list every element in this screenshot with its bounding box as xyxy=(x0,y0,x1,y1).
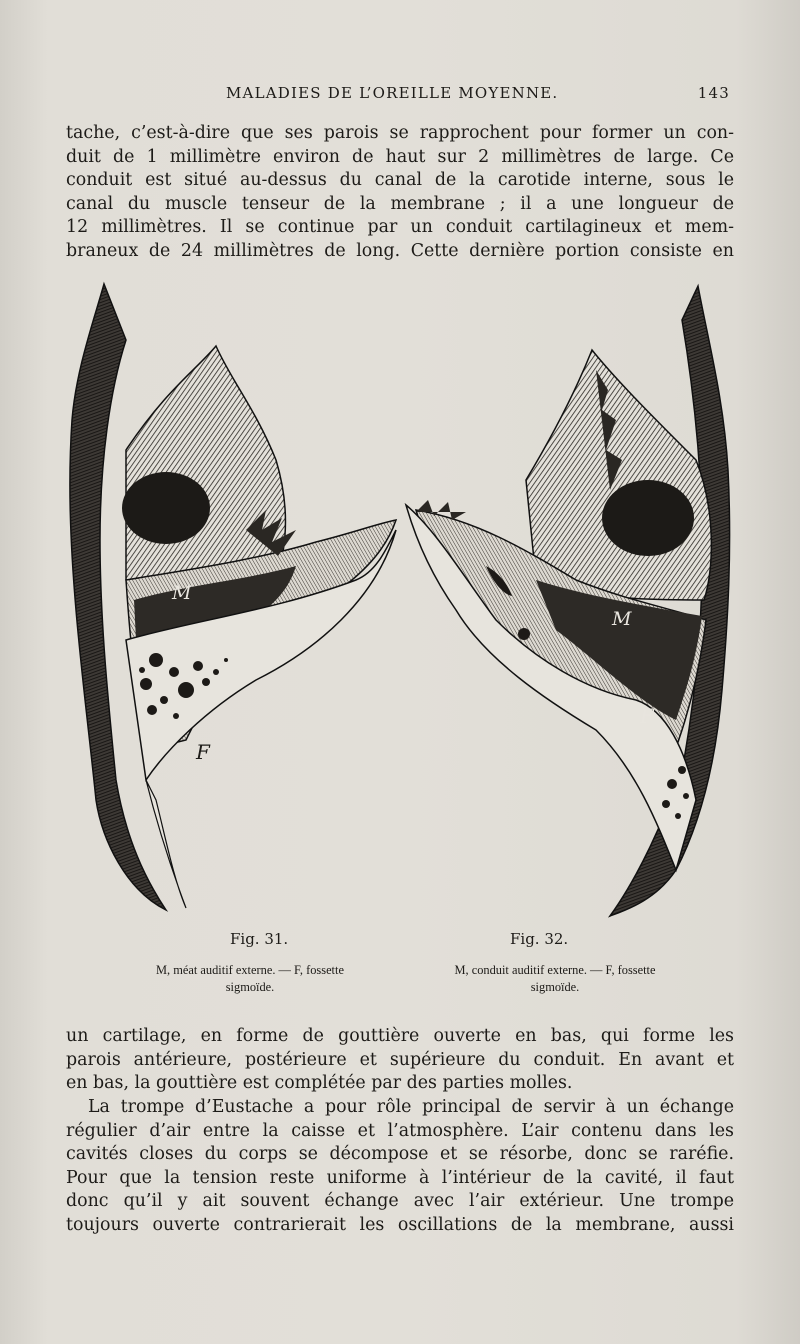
fig-31-drawing xyxy=(70,284,396,910)
fig-32-caption: Fig. 32. xyxy=(510,930,569,948)
fig-31-label-f: F xyxy=(196,740,210,764)
running-title: MALADIES DE L’OREILLE MOYENNE. xyxy=(226,84,559,102)
fig-32-legend-line: M, conduit auditif externe. — F, fossette xyxy=(454,963,656,977)
text-line: régulier d’air entre la caisse et l’atmosphère. L’air contenu dans les xyxy=(66,1120,734,1141)
fig-32-legend xyxy=(400,962,710,996)
text-line: Pour que la tension reste uniforme à l’intérieur de la cavité, il faut xyxy=(66,1167,734,1188)
fig-32-label-m: M xyxy=(612,608,632,630)
fig-32-legend-line: sigmoïde. xyxy=(530,980,580,994)
fig-31-legend xyxy=(100,962,400,996)
text-line: tache, c’est-à-dire que ses parois se rapprochent pour former un con- xyxy=(66,123,734,143)
fig-31-caption: Fig. 31. xyxy=(230,930,289,948)
fig-31-legend-line: M, méat auditif externe. — F, fossette xyxy=(156,963,344,977)
text-line: donc qu’il y ait souvent échange avec l’air extérieur. Une trompe xyxy=(66,1191,734,1212)
text-line: braneux de 24 millimètres de long. Cette dernière portion consiste en xyxy=(66,240,734,261)
running-header xyxy=(66,84,730,108)
text-line: La trompe d’Eustache a pour rôle principal de servir à un échange xyxy=(88,1097,734,1117)
text-line: conduit est situé au-dessus du canal de la carotide interne, sous le xyxy=(66,170,734,191)
fig-32-label-f: F xyxy=(640,704,654,728)
figures-engraving xyxy=(56,280,746,920)
text-line: canal du muscle tenseur de la membrane ; il a une longueur de xyxy=(66,193,734,214)
text-line: parois antérieure, postérieure et supérieure du conduit. En avant et xyxy=(66,1049,734,1070)
bottom-paragraph-1 xyxy=(66,1025,734,1096)
temporal-bone-sections-illustration xyxy=(56,280,746,920)
text-line: toujours ouverte contrarierait les oscillations de la membrane, aussi xyxy=(66,1214,734,1235)
fig-31-legend-line: sigmoïde. xyxy=(225,980,275,994)
text-line: cavités closes du corps se décompose et se résorbe, donc se raréfie. xyxy=(66,1144,734,1165)
text-line: duit de 1 millimètre environ de haut sur 2 millimètres de large. Ce xyxy=(66,146,734,167)
bottom-paragraph-2 xyxy=(66,1096,734,1238)
fig-31-label-m: M xyxy=(172,582,192,604)
text-line: un cartilage, en forme de gouttière ouverte en bas, qui forme les xyxy=(66,1026,734,1046)
text-line: 12 millimètres. Il se continue par un conduit cartilagineux et mem- xyxy=(66,217,734,238)
fig-32-drawing xyxy=(406,286,730,916)
page-number: 143 xyxy=(697,84,730,102)
text-line: en bas, la gouttière est complétée par des parties molles. xyxy=(66,1073,573,1094)
top-paragraph xyxy=(66,122,734,264)
